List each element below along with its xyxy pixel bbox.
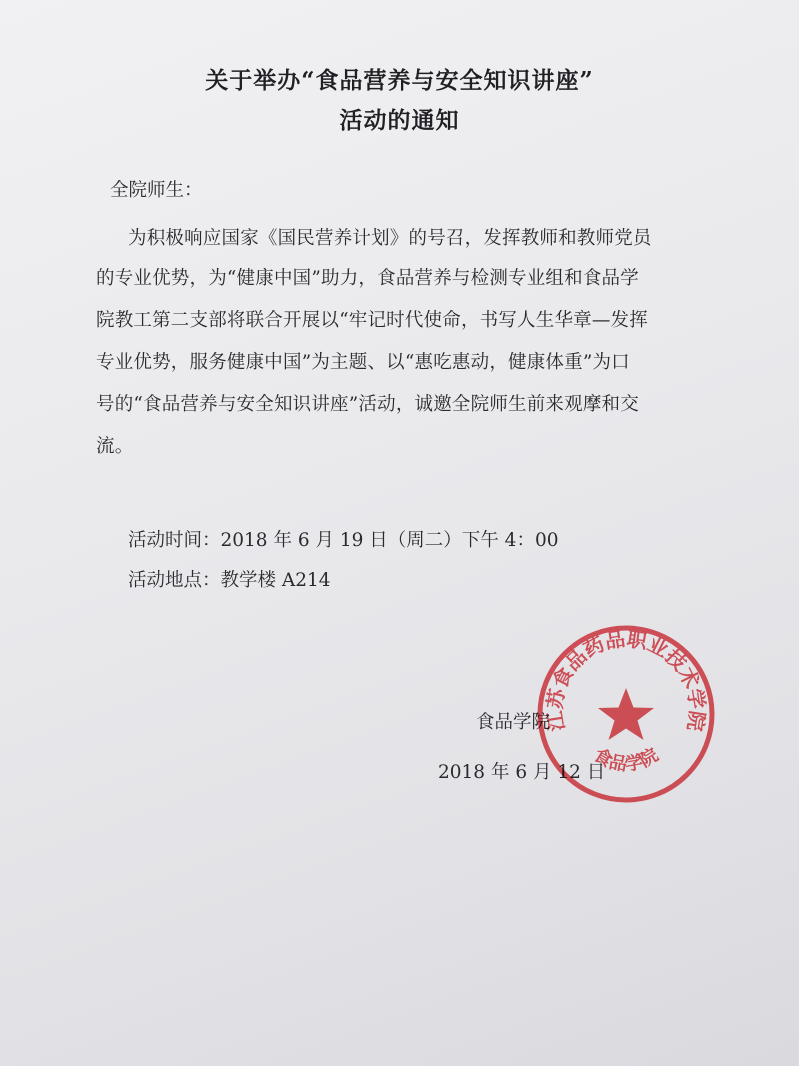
notice-title-line-1: 关于举办“食品营养与安全知识讲座”	[205, 67, 594, 94]
body-paragraph-line: 专业优势，服务健康中国”为主题、以“惠吃惠动，健康体重”为口	[96, 352, 630, 373]
notice-date: 2018 年 6 月 12 日	[438, 762, 606, 783]
salutation: 全院师生：	[110, 180, 203, 201]
official-seal-stamp	[534, 622, 718, 806]
body-paragraph-line: 流。	[96, 436, 134, 457]
seal-outer-text: 江苏食品药品职业技术学院	[542, 626, 710, 733]
body-paragraph-line: 号的“食品营养与安全知识讲座”活动，诚邀全院师生前来观摩和交	[96, 394, 639, 415]
star-icon	[598, 688, 654, 740]
signer-name: 食品学院	[476, 712, 551, 733]
notice-title-line-2: 活动的通知	[339, 107, 460, 134]
body-paragraph-line: 的专业优势，为“健康中国”助力，食品营养与检测专业组和食品学	[96, 268, 639, 289]
event-time: 活动时间：2018 年 6 月 19 日（周二）下午 4：00	[128, 530, 559, 551]
seal-inner-text: 食品学院	[589, 744, 663, 776]
body-paragraph-line: 为积极响应国家《国民营养计划》的号召，发挥教师和教师党员	[128, 228, 652, 249]
event-location: 活动地点：教学楼 A214	[128, 570, 331, 591]
body-paragraph-line: 院教工第二支部将联合开展以“牢记时代使命，书写人生华章—发挥	[96, 310, 648, 331]
